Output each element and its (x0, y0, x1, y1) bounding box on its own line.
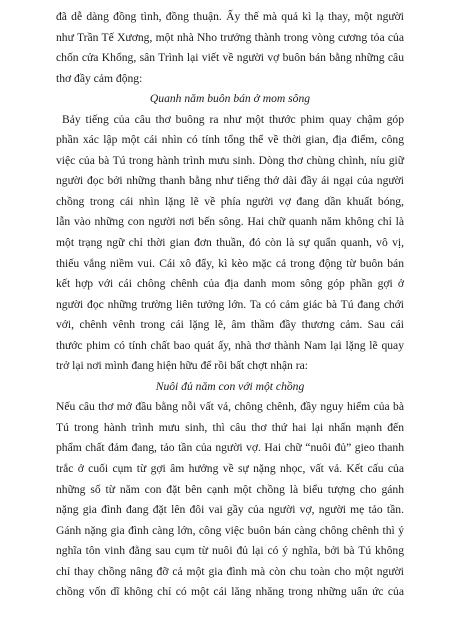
paragraph-intro (56, 7, 404, 89)
text-line: phẩm chất đảm đang, tảo tần của người vợ. Hai chữ “nuôi đủ” gieo thanh (56, 441, 404, 455)
poem-quote-line: Quanh năm buôn bán ở mom sông (149, 92, 311, 106)
text-line: một trạng ngữ chỉ thời gian đơn thuần, đó còn là sự quẩn quanh, vô vị, (56, 236, 404, 250)
text-line: phần xác lập một cái nhìn có tính tổng thể về thời gian, địa điểm, công (56, 133, 404, 147)
text-line: người đọc những trường liên tưởng lớn. Ta có cảm giác bà Tú đang chới (56, 297, 404, 311)
text-line: như Trần Tế Xương, một nhà Nho trưởng thành trong vòng cương tỏa của (56, 30, 404, 44)
paragraph-analysis-1 (56, 110, 404, 377)
text-line: kết hợp với cái chông chênh của địa danh mom sông góp phần gợi ở (56, 277, 404, 291)
text-line: trở lại nơi mình đang hiện hữu để rồi bất chợt nhận ra: (56, 359, 308, 373)
text-line: Bảy tiếng của câu thơ buông ra như một thước phim quay chậm góp (62, 112, 404, 126)
text-line: nặng gia đình đang đặt lên đôi vai gầy của người vợ, người mẹ tảo tần. (56, 503, 404, 517)
text-line: chốn cửa Khổng, sân Trình lại viết về người vợ buôn bán bằng những câu (56, 51, 404, 65)
text-line: chồng vốn dĩ không chỉ có một cái lăng nhăng trong những uẩn ức của (56, 585, 404, 599)
text-line: lẫn vào những con người nơi bến sông. Hai chữ quanh năm không chỉ là (56, 215, 404, 229)
text-line: thơ đầy cảm động: (56, 71, 143, 85)
text-line: chồng trong cái nhìn lặng lẽ về phía người vợ đang dần khuất bóng, (56, 194, 404, 208)
text-line: trắc ở cuối cụm từ gợi âm hưởng về sự nặng nhọc, vất vả. Kết cấu của (56, 462, 404, 476)
text-line: người đọc bởi những thanh bằng như tiếng thở dài đầy ái ngại của người (56, 174, 404, 188)
paragraph-analysis-2 (56, 397, 404, 602)
text-line: Nếu câu thơ mở đầu bằng nỗi vất vả, chông chênh, đầy nguy hiểm của bà (56, 400, 404, 414)
text-line: chỉ thay chồng nâng đỡ cả một gia đình mà còn chu toàn cho một người (56, 564, 404, 578)
poem-quote-line: Nuôi đủ năm con với một chồng (155, 379, 305, 393)
text-line: đã dễ dàng đồng tình, đồng thuận. Ấy thế mà quả kì lạ thay, một người (56, 10, 404, 23)
text-line: những số từ năm con đặt bên cạnh một chồng là biểu tượng cho gánh (56, 482, 404, 496)
text-line: Gánh nặng gia đình càng lớn, công việc buôn bán càng chông chênh thì ý (56, 523, 404, 537)
text-line: với, chênh vênh trong cái lặng lẽ, âm thầm đầy thương cảm. Sau cái (56, 318, 404, 332)
text-line: thước phim có tính chất bao quát ấy, nhà thơ thành Nam lại lặng lẽ quay (56, 338, 404, 352)
text-line: thiếu vắng niềm vui. Cái xô đẩy, kì kèo mặc cả trong động từ buôn bán (56, 256, 404, 270)
text-line: việc của bà Tú trong hành trình mưu sinh. Dòng thơ chùng chình, níu giữ (56, 153, 404, 167)
text-line: nghĩa tôn vinh đằng sau cụm từ nuôi đủ lại có ý nghĩa, bởi bà Tú không (56, 544, 404, 558)
text-line: Tú trong hành trình mưu sinh, thì câu thơ thứ hai lại nhấn mạnh đến (56, 420, 404, 434)
